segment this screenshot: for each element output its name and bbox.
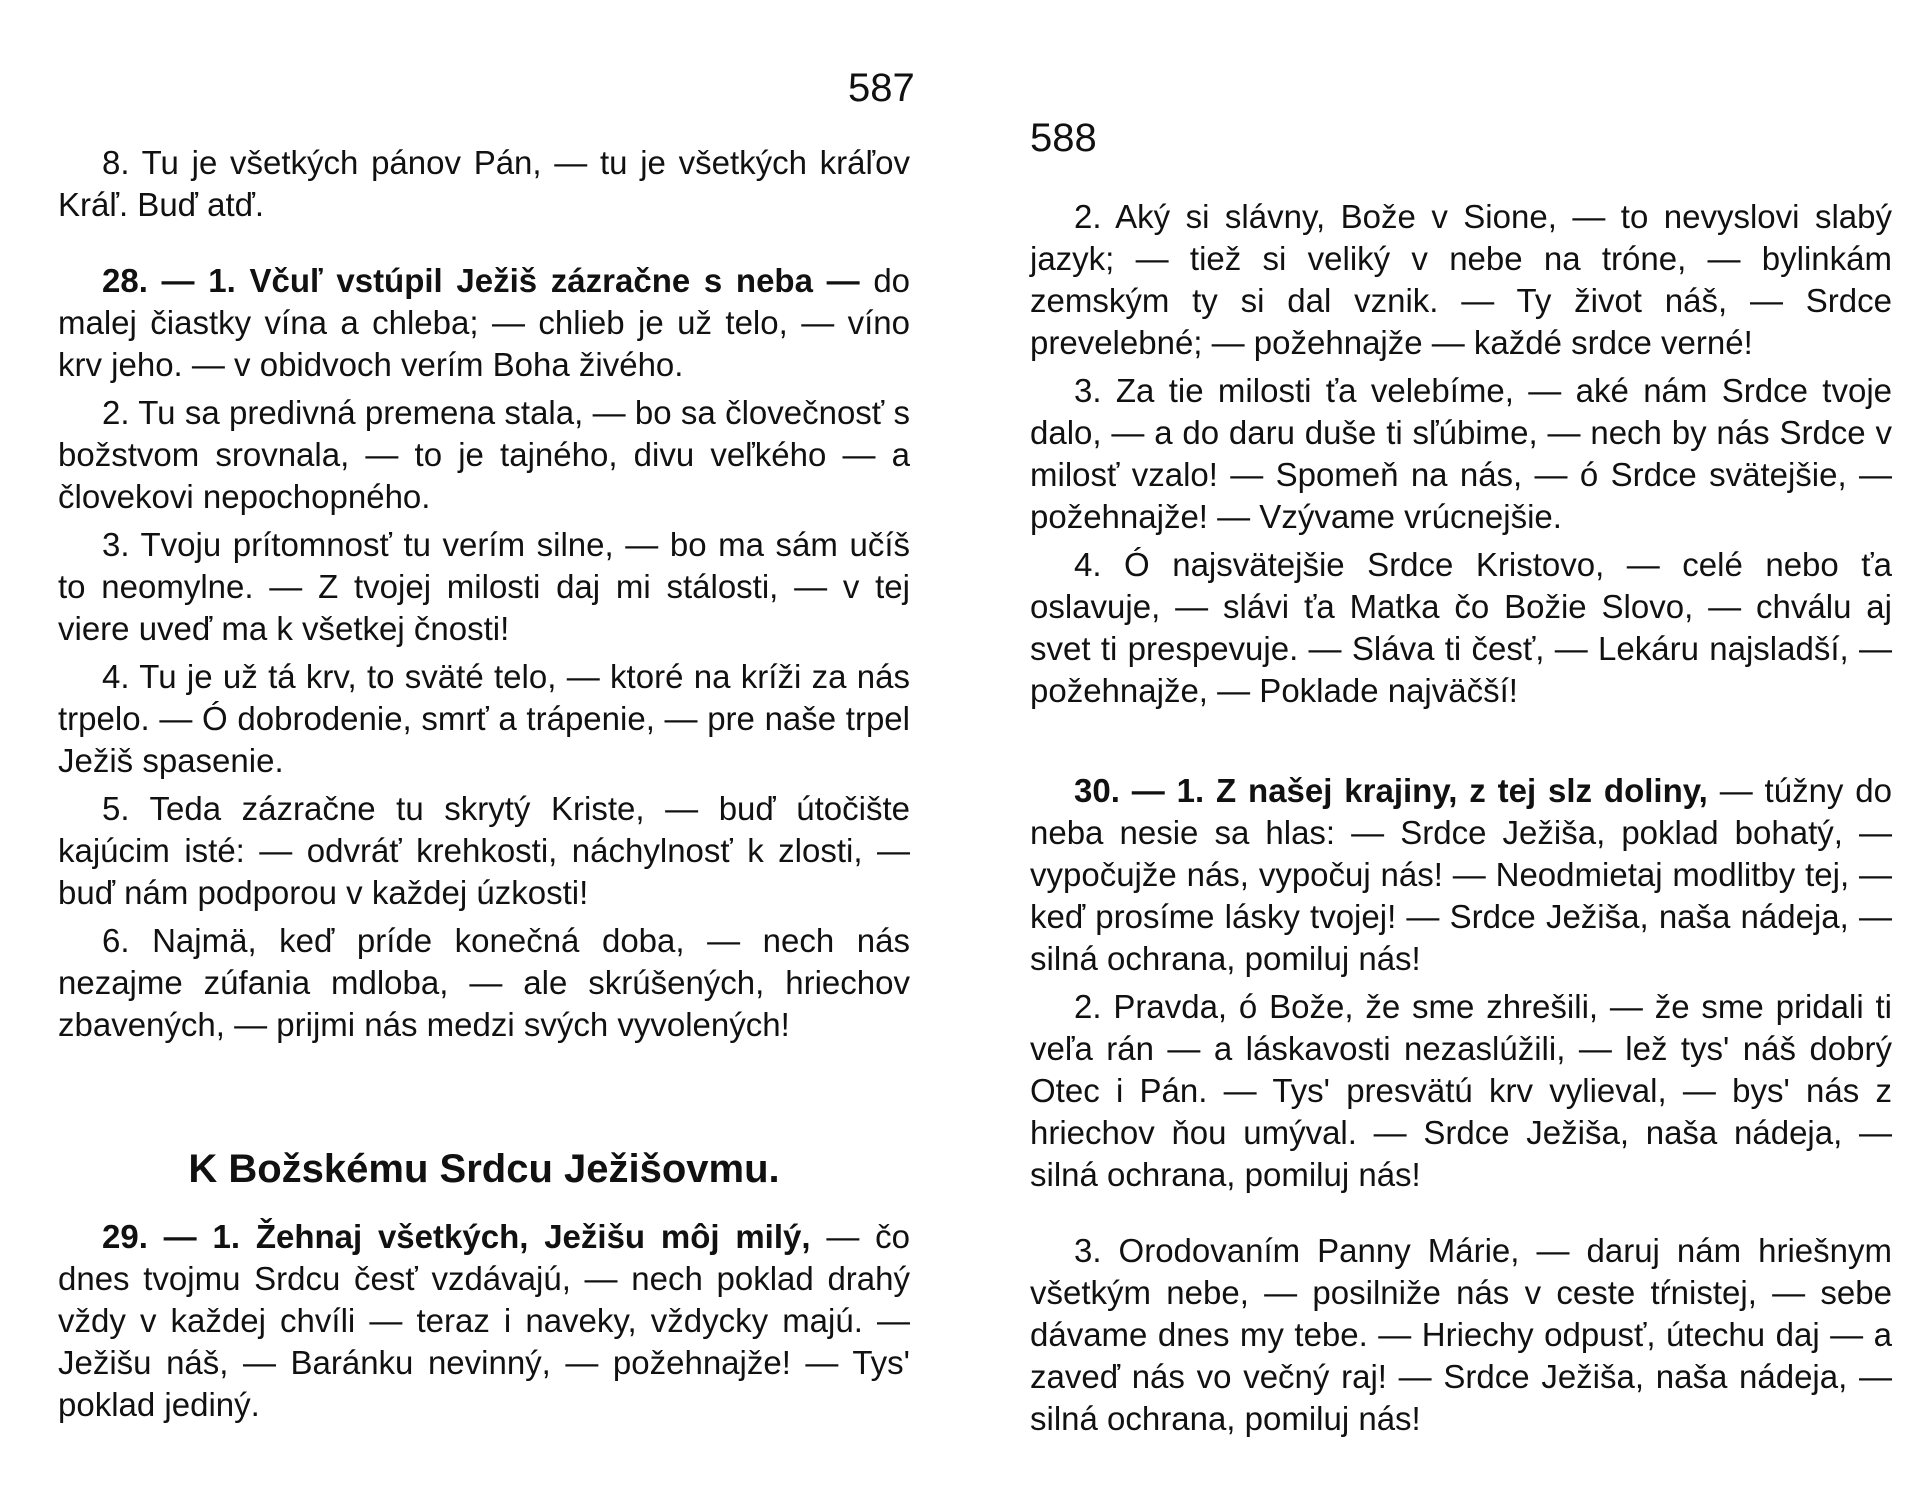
left-page-text	[58, 142, 910, 1426]
hymn-28-verse-6: 6. Najmä, keď príde konečná doba, — nech nás nezajme zúfania mdloba, — ale skrúšených, hriechov zbavených, — prijmi nás medzi svých vyvolených!	[58, 922, 910, 1043]
hymn-30-verse-2: 2. Pravda, ó Bože, že sme zhrešili, — že sme pridali ti veľa rán — a láskavosti nezaslúžili, — lež tys' náš dobrý Otec i Pán. — Tys' presvätú krv vylieval, — bys' nás z hriechov ňou umýval. — Srdce Ježiša, naša nádeja, — silná ochrana, pomiluj nás!	[1030, 988, 1892, 1193]
hymn-29-number: 29. — 1.	[102, 1218, 240, 1255]
hymn-29-verse-1-text: — čo dnes tvojmu Srdcu česť vzdávajú, — nech poklad drahý vždy v každej chvíli — teraz i naveky, vždycky majú. — Ježišu náš, — Baránku nevinný, — požehnajže! — Tys' poklad jediný.	[58, 1218, 911, 1423]
hymn-29-verse-2: 2. Aký si slávny, Bože v Sione, — to nevyslovi slabý jazyk; — tiež si veliký v nebe na tróne, — bylinkám zemským ty si dal vznik. — Ty život náš, — Srdce prevelebné; — požehnajže — každé srdce verné!	[1030, 198, 1892, 361]
page-number-right: 588	[1030, 116, 1097, 160]
right-page-text	[1030, 196, 1892, 1440]
hymn-28-verse-5: 5. Teda zázračne tu skrytý Kriste, — buď útočište kajúcim isté: — odvráť krehkosti, náchylnosť k zlosti, — buď nám podporou v každej úzkosti!	[58, 790, 910, 911]
hymn-30-number: 30. — 1.	[1074, 772, 1205, 809]
hymn-30-verse-3: 3. Orodovaním Panny Márie, — daruj nám hriešnym všetkým nebe, — posilniže nás v ceste tŕnistej, — sebe dávame dnes my tebe. — Hriechy odpusť, útechu daj — a zaveď nás vo večný raj! — Srdce Ježiša, naša nádeja, — silná ochrana, pomiluj nás!	[1030, 1232, 1892, 1437]
page-number-left: 587	[848, 66, 915, 110]
section-title: K Božskému Srdcu Ježišovmu.	[188, 1147, 780, 1191]
hymn-28-verse-4: 4. Tu je už tá krv, to sväté telo, — ktoré na kríži za nás trpelo. — Ó dobrodenie, smrť a trápenie, — pre naše trpel Ježiš spasenie.	[58, 658, 910, 779]
hymn-28-incipit: Včuľ vstúpil Ježiš zázračne s neba —	[249, 262, 860, 299]
hymn-28-number: 28. — 1.	[102, 262, 236, 299]
hymn-28-verse-2: 2. Tu sa predivná premena stala, — bo sa človečnosť s božstvom srovnala, — to je tajného, divu veľkého — a človekovi nepochopného.	[58, 394, 910, 515]
hymn-29-verse-3: 3. Za tie milosti ťa velebíme, — aké nám Srdce tvoje dalo, — a do daru duše ti sľúbime, — nech by nás Srdce v milosť vzalo! — Spomeň na nás, — ó Srdce svätejšie, — požehnajže! — Vzývame vrúcnejšie.	[1030, 372, 1892, 535]
hymn-29-verse-4: 4. Ó najsvätejšie Srdce Kristovo, — celé nebo ťa oslavuje, — slávi ťa Matka čo Božie Slovo, — chválu aj svet ti prespevuje. — Sláva ti česť, — Lekáru najsladší, — požehnajže, — Poklade najväčší!	[1030, 546, 1892, 709]
hymn-29-verse-1	[58, 1216, 910, 1426]
right-page	[956, 0, 1912, 1500]
hymn-30-verse-1-text: — túžny do neba nesie sa hlas: — Srdce Ježiša, poklad bohatý, — vypočujže nás, vypočuj nás! — Neodmietaj modlitby tej, — keď prosíme lásky tvojej! — Srdce Ježiša, naša nádeja, — silná ochrana, pomiluj nás!	[1030, 772, 1893, 977]
hymn-28-verse-1	[58, 260, 910, 386]
hymn-28-verse-3: 3. Tvoju prítomnosť tu verím silne, — bo ma sám učíš to neomylne. — Z tvojej milosti daj mi stálosti, — v tej viere uveď ma k všetkej čnosti!	[58, 526, 910, 647]
hymn-28-verse-1-text: do malej čiastky vína a chleba; — chlieb je už telo, — víno krv jeho. — v obidvoch verím Boha živého.	[58, 262, 911, 383]
hymn-30-verse-1	[1030, 770, 1892, 980]
hymn-30-incipit: Z našej krajiny, z tej slz doliny,	[1216, 772, 1708, 809]
hymn-29-incipit: Žehnaj všetkých, Ježišu môj milý,	[255, 1218, 811, 1255]
hymn-28-verse-8: 8. Tu je všetkých pánov Pán, — tu je všetkých kráľov Kráľ. Buď atď.	[58, 144, 910, 223]
